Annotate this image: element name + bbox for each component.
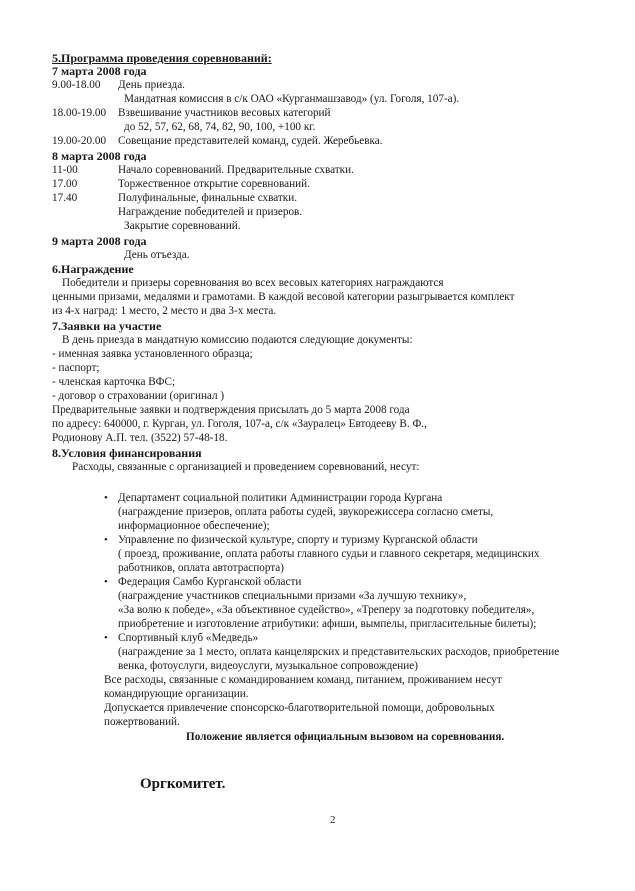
bullet-marker: • bbox=[104, 632, 108, 644]
text-line: 17.00 bbox=[52, 178, 78, 190]
bullet-marker: • bbox=[104, 576, 108, 588]
text-line: Положение является официальным вызовом на соревнования. bbox=[186, 731, 505, 743]
text-line: Родионову А.П. тел. (3522) 57-48-18. bbox=[52, 432, 228, 444]
text-line: Департамент социальной политики Администрации города Кургана bbox=[118, 492, 443, 504]
text-line: ценными призами, медалями и грамотами. В каждой весовой категории разыгрывается комплект bbox=[52, 291, 515, 303]
text-line: 8 марта 2008 года bbox=[52, 149, 147, 163]
text-line: Управление по физической культуре, спорту и туризму Курганской области bbox=[118, 534, 478, 546]
text-line: из 4-х наград: 1 место, 2 место и два 3-х места. bbox=[52, 305, 277, 317]
text-line: ( проезд, проживание, оплата работы главного судьи и главного секретаря, медицинских bbox=[118, 548, 540, 560]
text-line: «За волю к победе», «За объективное судейство», «Треперу за подготовку победителя», bbox=[118, 604, 535, 616]
text-line: 7.Заявки на участие bbox=[52, 319, 162, 333]
text-line: День приезда. bbox=[118, 79, 185, 91]
text-line: - договор о страховании (оригинал ) bbox=[52, 390, 225, 402]
text-line: 6.Награждение bbox=[52, 262, 134, 276]
text-line: 7 марта 2008 года bbox=[52, 64, 147, 78]
text-line: (награждение за 1 место, оплата канцелярских и представительских расходов, приобретение bbox=[118, 646, 560, 658]
text-line: Взвешивание участников весовых категорий bbox=[118, 107, 331, 119]
text-line: 9.00-18.00 bbox=[52, 79, 101, 91]
text-line: по адресу: 640000, г. Курган, ул. Гоголя, 107-а, с/к «Зауралец» Евтодееву В. Ф., bbox=[52, 418, 427, 430]
text-line: 18.00-19.00 bbox=[52, 107, 107, 119]
text-line: венка, фотоуслуги, видеоуслуги, музыкальное сопровождение) bbox=[118, 660, 418, 672]
text-line: приобретение и изготовление атрибутики: афиши, вымпелы, пригласительные билеты); bbox=[118, 618, 537, 630]
text-line: Предварительные заявки и подтверждения присылать до 5 марта 2008 года bbox=[52, 404, 410, 416]
text-line: 5.Программа проведения соревнований: bbox=[52, 51, 272, 65]
text-line: Совещание представителей команд, судей. Жеребьевка. bbox=[118, 135, 383, 147]
text-line: Спортивный клуб «Медведь» bbox=[118, 632, 259, 644]
text-line: Расходы, связанные с организацией и проведением соревнований, несут: bbox=[72, 461, 420, 473]
text-line: Торжественное открытие соревнований. bbox=[118, 178, 310, 190]
bullet-marker: • bbox=[104, 492, 108, 504]
text-line: Полуфинальные, финальные схватки. bbox=[118, 192, 298, 204]
text-line: В день приезда в мандатную комиссию подаются следующие документы: bbox=[62, 334, 413, 346]
text-line: Победители и призеры соревнования во всех весовых категориях награждаются bbox=[62, 277, 444, 289]
text-line: (награждение участников специальными призами «За лучшую технику», bbox=[118, 590, 467, 602]
text-line: Федерация Самбо Курганской области bbox=[118, 576, 302, 588]
text-line: информационное обеспечение); bbox=[118, 520, 270, 532]
text-line: Закрытие соревнований. bbox=[124, 220, 241, 232]
text-line: День отъезда. bbox=[124, 249, 190, 261]
text-line: Начало соревнований. Предварительные схватки. bbox=[118, 164, 354, 176]
text-line: 9 марта 2008 года bbox=[52, 234, 147, 248]
text-line: - именная заявка установленного образца; bbox=[52, 348, 253, 360]
text-line: (награждение призеров, оплата работы судей, звукорежиссера согласно сметы, bbox=[118, 506, 494, 518]
text-line: Допускается привлечение спонсорско-благотворительной помощи, добровольных bbox=[104, 702, 495, 714]
bullet-marker: • bbox=[104, 534, 108, 546]
page-number: 2 bbox=[330, 814, 336, 826]
text-line: пожертвований. bbox=[104, 716, 180, 728]
text-line: 11-00 bbox=[52, 164, 78, 176]
text-line: - членская карточка ВФС; bbox=[52, 376, 176, 388]
text-line: работников, оплата автотраспорта) bbox=[118, 562, 284, 574]
text-line: до 52, 57, 62, 68, 74, 82, 90, 100, +100 кг. bbox=[124, 121, 316, 133]
text-line: Награждение победителей и призеров. bbox=[118, 206, 303, 218]
text-line: Мандатная комиссия в с/к ОАО «Курганмашзавод» (ул. Гоголя, 107-а). bbox=[124, 93, 460, 105]
text-line: 19.00-20.00 bbox=[52, 135, 107, 147]
text-line: 17.40 bbox=[52, 192, 78, 204]
text-line: Все расходы, связанные с командированием команд, питанием, проживанием несут bbox=[104, 674, 502, 686]
orgcommittee-signature: Оргкомитет. bbox=[140, 776, 226, 792]
text-line: командирующие организации. bbox=[104, 688, 249, 700]
text-line: 8.Условия финансирования bbox=[52, 446, 202, 460]
text-line: - паспорт; bbox=[52, 362, 100, 374]
